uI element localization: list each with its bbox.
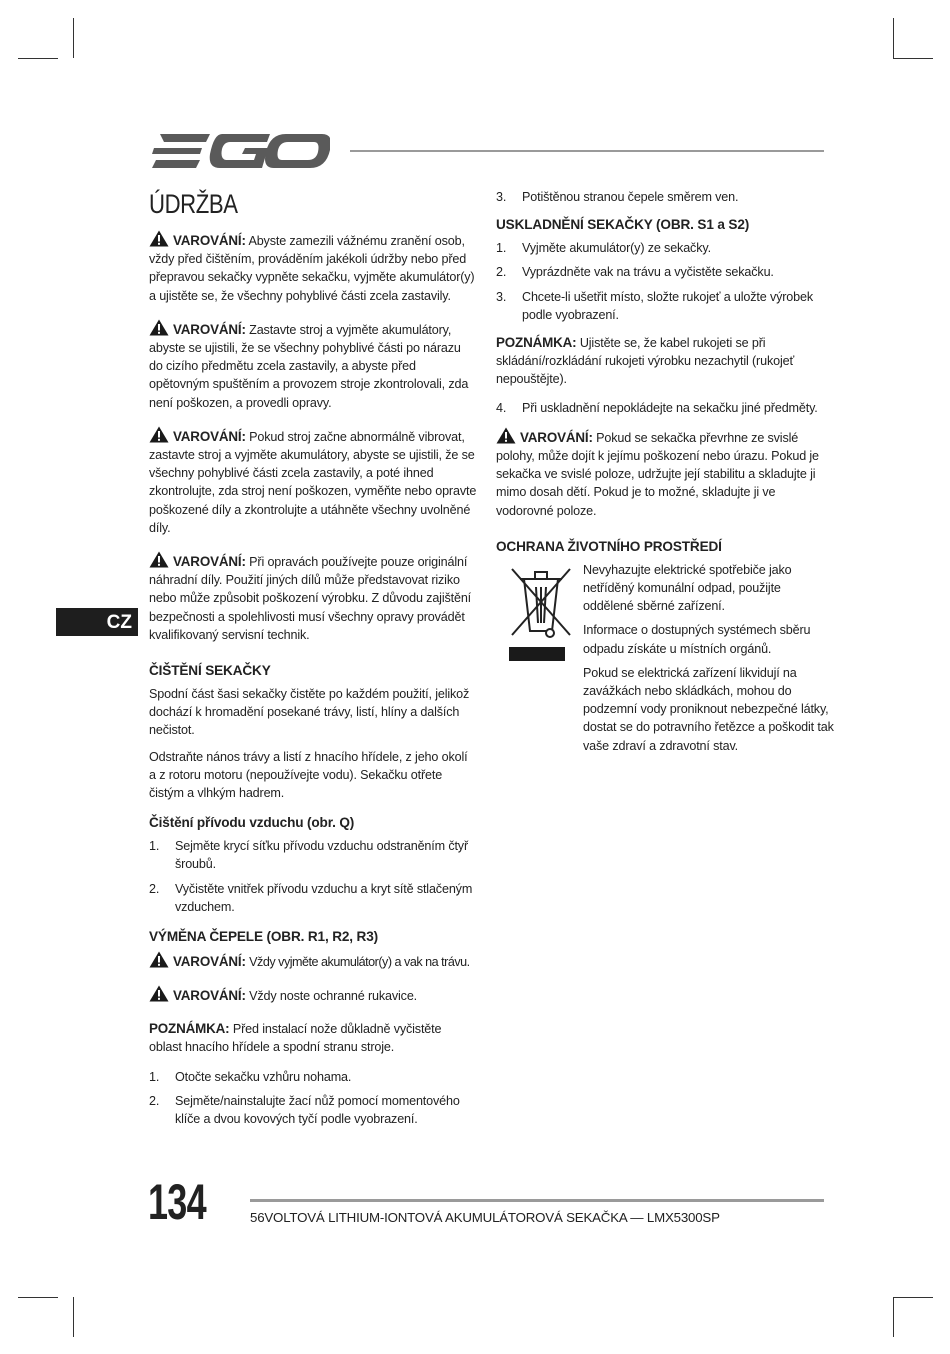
header-rule <box>350 150 824 152</box>
warning-triangle-icon <box>149 319 169 336</box>
warning-label: VAROVÁNÍ: <box>520 429 593 445</box>
warning-triangle-icon <box>149 985 169 1002</box>
warning <box>149 985 477 1005</box>
warning-triangle-icon <box>149 951 169 968</box>
list-text: Vyprázdněte vak na trávu a vyčistěte sekačku. <box>522 265 774 280</box>
warning-label: VAROVÁNÍ: <box>173 321 246 337</box>
numbered-list <box>149 837 477 916</box>
note-text: Před instalací nože důkladně vyčistěte oblast hnacího hřídele a spodní stranu stroje. <box>149 1021 442 1054</box>
list-number: 2. <box>149 881 160 896</box>
list-text: Při uskladnění nepokládejte na sekačku jiné předměty. <box>522 400 818 415</box>
subsection-title: OCHRANA ŽIVOTNÍHO PROSTŘEDÍ <box>496 538 722 554</box>
note-label: POZNÁMKA: <box>149 1020 230 1036</box>
warning-label: VAROVÁNÍ: <box>173 233 246 248</box>
numbered-list <box>496 188 826 206</box>
warning-triangle-icon <box>496 427 516 444</box>
subsection-title: VÝMĚNA ČEPELE (OBR. R1, R2, R3) <box>149 929 378 945</box>
warning-text: Vždy vyjměte akumulátor(y) a vak na trávu. <box>249 955 470 970</box>
list-number: 4. <box>496 400 507 415</box>
numbered-list <box>149 1068 477 1129</box>
list-text: Chcete-li ušetřit místo, složte rukojeť a uložte výrobek podle vyobrazení. <box>522 289 813 322</box>
note <box>149 1020 477 1056</box>
language-tab: CZ <box>56 608 138 636</box>
warning-text: Pokud se sekačka převrhne ze svislé polohy, může dojít k jejímu poškození nebo úrazu. Pokud je sekačka ve svislé poloze, udržujte její stabilitu a skladujte ji mimo dosah dětí. Pokud je to možné, skladujte ji ve vodorovné poloze. <box>496 430 819 518</box>
list-text: Potištěnou stranou čepele směrem ven. <box>522 190 739 204</box>
note <box>496 334 826 389</box>
crop-mark <box>73 1297 74 1337</box>
crop-mark <box>18 1297 58 1298</box>
crop-mark <box>73 18 74 58</box>
warning-text: Pokud stroj začne abnormálně vibrovat, zastavte stroj a vyjměte akumulátory, abyste se ujistili, že se všechny pohyblivé části zcela zastavily, a poté ihned zkontrolujte, zda stroj není poškozen, vyměňte nebo opravte poškozené díly a zkontrolujte a utáhněte všechny uvolněné díly. <box>149 429 477 535</box>
warning-text: Při opravách používejte pouze originální náhradní díly. Použití jiných dílů může představovat riziko nebo může způsobit poškození výrobku. Z důvodu zajištění bezpečnosti a spolehlivosti musí všechny opravy provádět kvalifikovaný servisní technik. <box>149 555 472 642</box>
list-item <box>149 1068 477 1086</box>
list-item <box>496 239 826 257</box>
footer-text: 56VOLTOVÁ LITHIUM-IONTOVÁ AKUMULÁTOROVÁ SEKAČKA — LMX5300SP <box>250 1210 720 1225</box>
warning-triangle-icon <box>149 551 169 568</box>
list-number: 3. <box>496 289 507 304</box>
warning-label: VAROVÁNÍ: <box>173 954 246 970</box>
crop-mark <box>18 58 58 59</box>
ego-logo <box>150 130 330 172</box>
warning-label: VAROVÁNÍ: <box>173 428 246 444</box>
subsection-title: ČIŠTĚNÍ SEKAČKY <box>149 663 271 679</box>
numbered-list <box>496 399 826 417</box>
list-item <box>496 188 826 206</box>
list-number: 1. <box>149 839 160 854</box>
section-title: ÚDRŽBA <box>149 189 238 219</box>
warning-label: VAROVÁNÍ: <box>173 988 246 1004</box>
crop-mark <box>893 1297 894 1337</box>
list-item <box>149 880 477 916</box>
warning <box>496 427 826 520</box>
list-item <box>496 263 826 281</box>
subsection-title: USKLADNĚNÍ SEKAČKY (OBR. S1 a S2) <box>496 217 750 233</box>
warning <box>149 951 477 971</box>
list-number: 2. <box>149 1094 160 1109</box>
subsection-title: Čištění přívodu vzduchu (obr. Q) <box>149 815 355 831</box>
warning-text: Vždy noste ochranné rukavice. <box>249 989 418 1004</box>
list-item <box>149 837 477 873</box>
warning-text: Zastavte stroj a vyjměte akumulátory, abyste se ujistili, že se všechny pohyblivé části po nárazu do cizího předmětu zcela zastavily, a abyste před opětovným spuštěním a provozem stroje zkontrolovali, zda není poškozen, a provedli opravy. <box>149 322 469 410</box>
list-number: 3. <box>496 190 507 204</box>
list-number: 1. <box>149 1069 160 1084</box>
warning <box>149 426 477 537</box>
list-number: 1. <box>496 241 507 256</box>
crop-mark <box>893 58 933 59</box>
warning-text: Abyste zamezili vážnému zranění osob, vždy před čištěním, prováděním jakékoli údržby nebo před přepravou sekačky vypněte sekačku, vyjměte akumulátor(y) a ujistěte se, že všechny pohyblivé části zcela zastavily. <box>149 234 475 303</box>
warning-label: VAROVÁNÍ: <box>173 554 246 570</box>
crop-mark <box>893 1297 933 1298</box>
warning-triangle-icon <box>149 426 169 443</box>
crop-mark <box>893 18 894 58</box>
note-text: Ujistěte se, že kabel rukojeti se při skládání/rozkládání rukojeti výrobku nezachytil (rukojeť nepouštějte). <box>496 336 795 387</box>
paragraph: Pokud se elektrická zařízení likvidují na zavážkách nebo skládkách, mohou do podzemní vody proniknout nebezpečné látky, dostat se do potravního řetězce a poškodit tak vaše zdraví a zdravotní stav. <box>583 665 834 753</box>
numbered-list <box>496 239 826 324</box>
paragraph: Odstraňte nános trávy a listí z hnacího hřídele, z jeho okolí a z rotoru motoru (nepoužívejte vodu). Sekačku otřete čistým a vlhkým hadrem. <box>149 749 468 801</box>
footer-rule <box>250 1199 824 1202</box>
paragraph: Informace o dostupných systémech sběru odpadu získáte u místních orgánů. <box>583 623 811 656</box>
list-text: Sejměte krycí síťku přívodu vzduchu odstraněním čtyř šroubů. <box>175 839 468 872</box>
note-label: POZNÁMKA: <box>496 335 577 351</box>
list-text: Vyčistěte vnitřek přívodu vzduchu a kryt sítě stlačeným vzduchem. <box>175 881 473 914</box>
list-item <box>496 288 826 324</box>
page-number: 134 <box>148 1174 206 1230</box>
list-number: 2. <box>496 265 507 280</box>
warning <box>149 230 477 305</box>
environment-block <box>496 561 834 761</box>
paragraph: Nevyhazujte elektrické spotřebiče jako netříděný komunální odpad, použijte oddělené sběrné zařízení. <box>583 562 792 614</box>
warning <box>149 319 477 412</box>
right-column <box>496 188 834 761</box>
paragraph: Spodní část šasi sekačky čistěte po každém použití, jelikož dochází k hromadění posekané trávy, listí, hlíny a dalších nečistot. <box>149 687 470 738</box>
list-text: Vyjměte akumulátor(y) ze sekačky. <box>522 241 711 256</box>
crossed-out-bin-icon <box>506 561 576 661</box>
list-text: Otočte sekačku vzhůru nohama. <box>175 1069 352 1084</box>
list-text: Sejměte/nainstalujte žací nůž pomocí momentového klíče a dvou kovových tyčí podle vyobrazení. <box>175 1094 460 1127</box>
list-item <box>496 399 826 417</box>
list-item <box>149 1092 477 1128</box>
warning-triangle-icon <box>149 230 169 247</box>
environment-text <box>583 561 834 761</box>
warning <box>149 551 477 644</box>
left-column <box>149 188 477 1139</box>
